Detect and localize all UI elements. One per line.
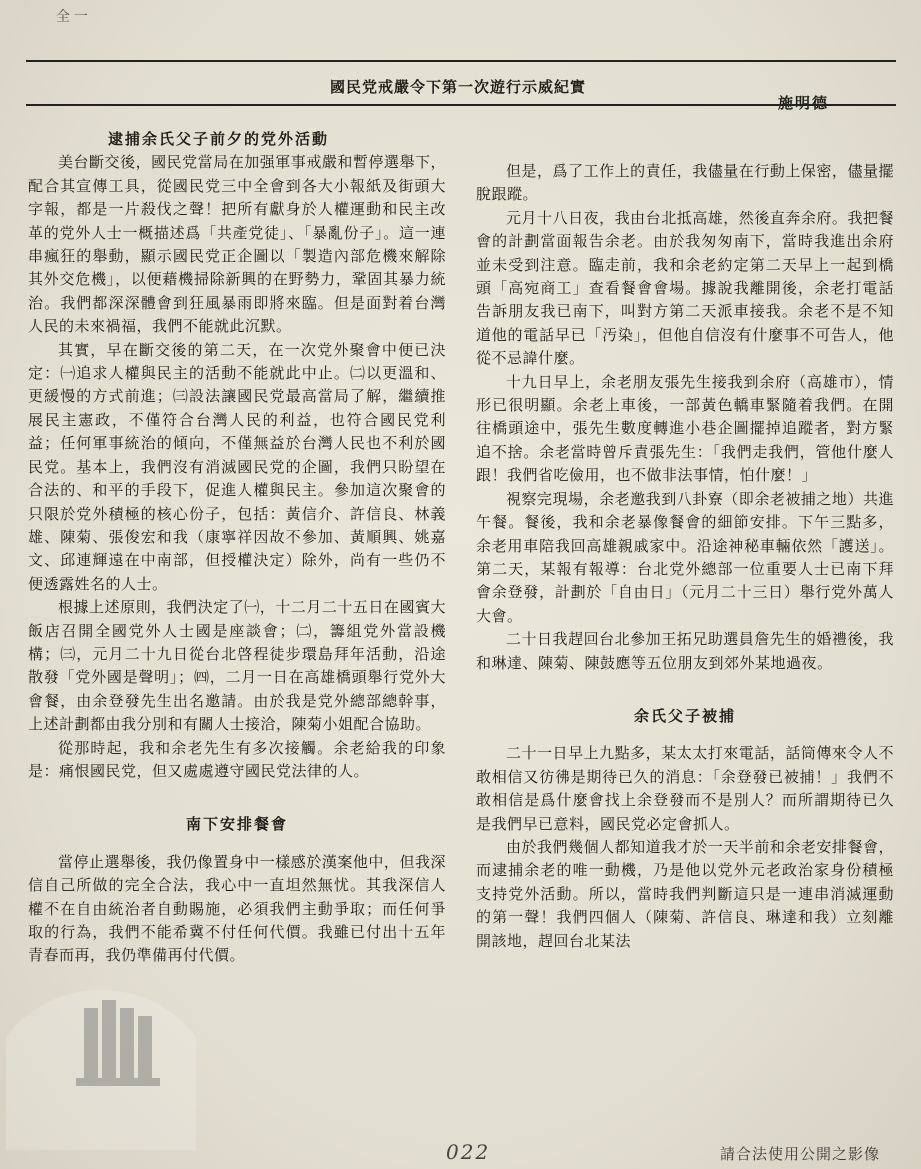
corner-mark: 全一 <box>56 9 92 25</box>
paragraph: 由於我們幾個人都知道我才於一天半前和余老安排餐會，而逮捕余老的唯一動機，乃是他以党外元老政治家身份積極支持党外活動。所以，當時我們判斷這只是一連串消滅運動的第一聲！我們四個人（陳菊、許信良、琳達和我）立刻離開該地，趕回台北某法 <box>476 837 894 950</box>
paragraph: 二十一日早上九點多，某太太打來電話，話筒傳來令人不敢相信又彷彿是期待已久的消息：「余登發已被捕！」我們不敢相信是爲什麼會找上余登發而不是別人？而所謂期待已久是我們早已意料，國民党必定會抓人。 <box>476 744 894 833</box>
document-author: 施明德 <box>778 94 830 112</box>
section-heading-banquet: 南下安排餐會 <box>185 815 288 834</box>
section-gap <box>476 728 894 742</box>
paragraph: 元月十八日夜，我由台北抵高雄，然後直奔余府。我把餐會的計劃當面報告余老。由於我匆匆南下，當時我進出余府並未受到注意。臨走前，我和余老約定第二天早上一起到橋頭「高宛商工」查看餐會會場。據說我離開後，余老打電話告訴朋友我已南下，叫對方第二天派車接我。余老不是不知道他的電話早已「汚染」，但他自信沒有什麼事不可告人，他從不忌諱什麼。 <box>476 208 894 368</box>
paragraph: 當停止選舉後，我仍像置身中一樣感於漢案他中，但我深信自己所做的完全合法，我心中一直坦然無忧。其我深信人權不在自由統治者自動賜施，必須我們主動爭取；而任何爭取的行為，我們不能希冀不付任何代價。我雖已付出十五年青春而再，我仍準備再付代價。 <box>28 852 446 965</box>
paragraph: 但是，爲了工作上的責任，我儘量在行動上保密，儘量擺脫跟蹤。 <box>476 162 894 204</box>
archive-seal-icon <box>6 960 196 1150</box>
right-column <box>476 160 894 1150</box>
paragraph: 十九日早上，余老朋友張先生接我到余府（高雄市），情形已很明顯。余老上車後，一部黃色轎車緊隨着我們。在開往橋頭途中，張先生數度轉進小巷企圖擺掉追蹤者，對方緊追不捨。余老當時曾斥責張先生：「我們走我們，管他什麼人跟！我們省吃儉用，也不做非法事情，怕什麼！」 <box>476 372 894 485</box>
paragraph: 美台斷交後，國民党當局在加强軍事戒嚴和暫停選舉下，配合其宣傳工具，從國民党三中全會到各大小報紙及街頭大字報，都是一片殺伐之聲！把所有獻身於人權運動和民主改革的党外人士一概描述爲「共產党徒」、「暴亂份子」。這一連串瘋狂的舉動，顯示國民党正企圖以「製造內部危機來解除其外交危機」，以便藉機掃除新興的在野勢力，鞏固其暴力統治。我們都深深體會到狂風暴雨即將來臨。但是面對着台灣人民的未來禍福，我們不能就此沉默。 <box>28 153 446 336</box>
paragraph: 視察完現場，余老邀我到八卦寮（即余老被捕之地）共進午餐。餐後，我和余老暴像餐會的細節安排。下午三點多，余老用車陪我回高雄親戚家中。沿途神秘車輛依然「護送」。第二天，某報有報導：台北党外總部一位重要人士已南下拜會余登發，計劃於「自由日」（元月二十三日）舉行党外萬人大會。 <box>476 489 894 625</box>
paragraph: 根據上述原則，我們決定了㈠，十二月二十五日在國賓大飯店召開全國党外人士國是座談會；㈡，籌組党外當設機構；㈢，元月二十九日從台北啓程徒步環島拜年活動，沿途散發「党外國是聲明」；㈣，二月一日在高雄橋頭舉行党外大會餐，由余登發先生出名邀請。由於我是党外總部總幹事，上述計劃都由我分別和有關人士接洽，陳菊小姐配合協助。 <box>28 598 446 734</box>
section-heading-arrest: 余氏父子被捕 <box>633 706 736 725</box>
section-heading-arrest-eve: 逮捕余氏父子前夕的党外活動 <box>108 130 330 148</box>
section-gap <box>28 837 446 851</box>
top-rule <box>26 60 896 62</box>
document-title: 國民党戒嚴令下第一次遊行示威紀實 <box>330 78 587 96</box>
page-number: 022 <box>446 1140 491 1164</box>
paragraph: 從那時起，我和余老先生有多次接觸。余老給我的印象是：痛恨國民党，但又處處遵守國民党法律的人。 <box>28 738 446 780</box>
paragraph: 其實，早在斷交後的第二天，在一次党外聚會中便已決定：㈠追求人權與民主的活動不能就此中止。㈡以更溫和、更緩慢的方式前進；㈢設法讓國民党最高當局了解，繼續推展民主憲政，不僅符合台灣人民的利益，也符合國民党利益；任何軍事統治的傾向，不僅無益於台灣人民也不利於國民党。基本上，我們沒有消滅國民党的企圖，我們只盼望在合法的、和平的手段下，促進人權與民主。參加這次聚會的只限於党外積極的核心份子，包括：黃信介、許信良、林義雄、陳菊、張俊宏和我（康寧祥因故不參加、黃順興、姚嘉文、邱連輝遠在中南部，但授權決定）除外，尚有一些仍不便透露姓名的人士。 <box>28 340 446 593</box>
header-rule <box>26 104 896 106</box>
watermark-text: 請合法使用公開之影像 <box>720 1145 881 1163</box>
section-gap <box>476 675 894 705</box>
section-gap <box>28 783 446 813</box>
paragraph: 二十日我趕回台北參加王拓兄助選員詹先生的婚禮後，我和琳達、陳菊、陳鼓應等五位朋友到郊外某地過夜。 <box>476 630 894 672</box>
